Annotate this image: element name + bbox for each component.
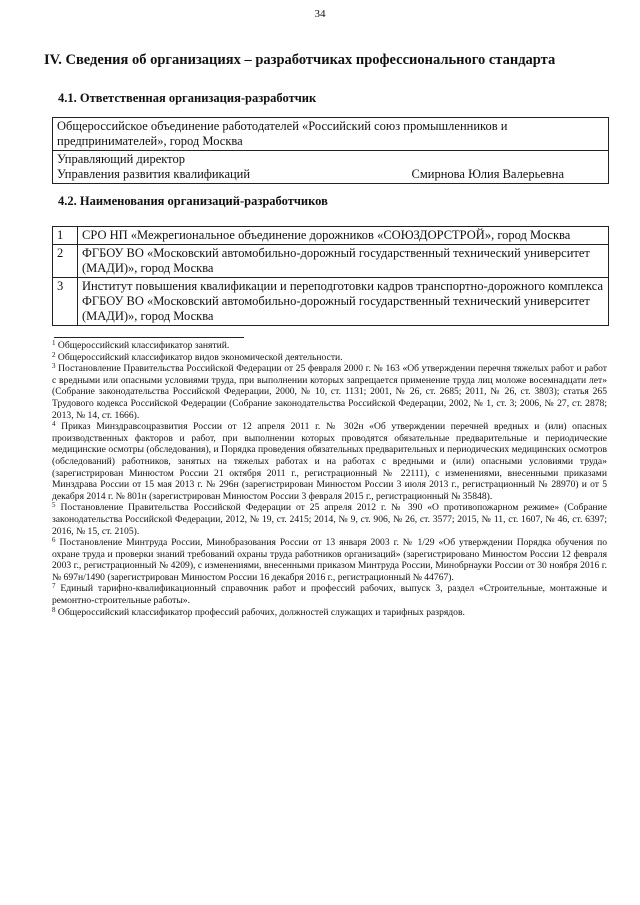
footnote-text: Постановление Минтруда России, Минобразования России от 13 января 2003 г. № 1/29 «Об утверждении Порядка обучения по охране труда и проверки знаний требований охраны труда работников организаций» (зарегистрировано Минюстом России 12 февраля 2003 г., регистрационный № 4209), с изменениями, внесенными приказом Минтруда России, Минобрнауки России от 30 ноября 2016 г. № 697н/1490 (зарегистрирован Минюстом России 16 декабря 2016 г., регистрационный № 44767). [52, 537, 608, 583]
director-name: Смирнова Юлия Валерьевна [411, 167, 564, 181]
org-name: СРО НП «Межрегиональное объединение дорожников «СОЮЗДОРСТРОЙ», город Москва [78, 227, 609, 245]
footnote [52, 583, 607, 606]
footnote-text: Общероссийский классификатор профессий рабочих, должностей служащих и тарифных разрядов. [57, 606, 465, 618]
footnote [52, 363, 607, 421]
page-number: 34 [314, 8, 326, 20]
footnote [52, 421, 607, 502]
footnote-text: Постановление Правительства Российской Федерации от 25 февраля 2000 г. № 163 «Об утверждении перечня тяжелых работ и работ с вредными или опасными условиями труда, при выполнении которых запрещается применение труда лиц моложе восемнадцати лет» (Собрание законодательства Российской Федерации, 2000, № 10, ст. 1131; 2001, № 26, ст. 2685; 2011, № 26, ст. 3803); статья 265 Трудового кодекса Российской Федерации (Собрание законодательства Российской Федерации, 2002, № 1, ст. 3; 2006, № 27, ст. 2878; 2013, № 14, ст. 1666). [52, 363, 607, 421]
footnote-mark: 3 [52, 362, 56, 371]
row-number: 1 [53, 227, 78, 245]
table-row [53, 227, 609, 245]
footnote-mark: 1 [52, 339, 56, 347]
footnote-mark: 4 [52, 420, 56, 429]
footnote [52, 537, 607, 583]
section-title: IV. Сведения об организациях – разработчиках профессионального стандарта [44, 52, 556, 68]
org-name: ФГБОУ ВО «Московский автомобильно-дорожный государственный технический университет (МАДИ)», город Москва [78, 245, 609, 278]
footnote-mark: 8 [52, 605, 56, 614]
subsection-title-responsible: 4.1. Ответственная организация-разработчик [58, 91, 317, 105]
footnote-mark: 6 [52, 536, 56, 545]
footnote-mark: 2 [52, 350, 56, 359]
responsible-org-name: Общероссийское объединение работодателей «Российский союз промышленников и предпринимателей», город Москва [53, 118, 608, 151]
subsection-title-developers: 4.2. Наименования организаций-разработчиков [58, 194, 328, 208]
footnote [52, 607, 607, 619]
footnote [52, 502, 607, 537]
footnote-divider [54, 337, 244, 338]
director-department: Управления развития квалификаций [57, 167, 251, 181]
org-name: Институт повышения квалификации и переподготовки кадров транспортно-дорожного комплекса ФГБОУ ВО «Московский автомобильно-дорожный государственный технический университет (МАДИ)», город Москва [78, 278, 609, 326]
row-number: 3 [53, 278, 78, 326]
footnote [52, 352, 607, 364]
responsible-director-block [53, 151, 608, 183]
footnote-mark: 7 [52, 582, 56, 591]
table-row [53, 278, 609, 326]
row-number: 2 [53, 245, 78, 278]
footnote-text: Единый тарифно-квалификационный справочник работ и профессий рабочих, выпуск 3, раздел «Строительные, монтажные и ремонтно-строительные работы». [52, 583, 607, 607]
responsible-org-box [52, 117, 609, 184]
footnote-text: Приказ Минздравсоцразвития России от 12 апреля 2011 г. № 302н «Об утверждении перечней вредных и (или) опасных производственных факторов и работ, при выполнении которых проводятся обязательные предварительные и периодические медицинские осмотры (обследования), и Порядка проведения обязательных предварительных и периодических медицинских осмотров (обследований) работников, занятых на тяжелых работах и на работах с вредными и (или) опасными условиями труда» (зарегистрирован Минюстом России 21 октября 2011 г., регистрационный № 22111), с изменениями, внесенными приказами Минздрава России от 15 мая 2013 г. № 296н (зарегистрирован Минюстом России 3 июля 2013 г., регистрационный № 28970) и от 5 декабря 2014 г. № 801н (зарегистрирован Минюстом России 3 февраля 2015 г., регистрационный № 35848). [52, 421, 607, 502]
footnote-text: Общероссийский классификатор занятий. [57, 340, 230, 351]
footnotes [52, 340, 607, 618]
footnote [52, 340, 607, 352]
table-row [53, 245, 609, 278]
director-line [57, 167, 604, 182]
director-position: Управляющий директор [57, 152, 185, 166]
developer-orgs-table [52, 226, 609, 326]
footnote-text: Постановление Правительства Российской Федерации от 25 апреля 2012 г. № 390 «О противопожарном режиме» (Собрание законодательства Российской Федерации, 2012, № 19, ст. 2415; 2014, № 9, ст. 906, № 26, ст. 3577; 2015, № 11, ст. 1607, № 46, ст. 6397; 2016, № 15, ст. 2105). [52, 502, 607, 537]
footnote-mark: 5 [52, 501, 56, 510]
footnote-text: Общероссийский классификатор видов экономической деятельности. [57, 351, 343, 363]
